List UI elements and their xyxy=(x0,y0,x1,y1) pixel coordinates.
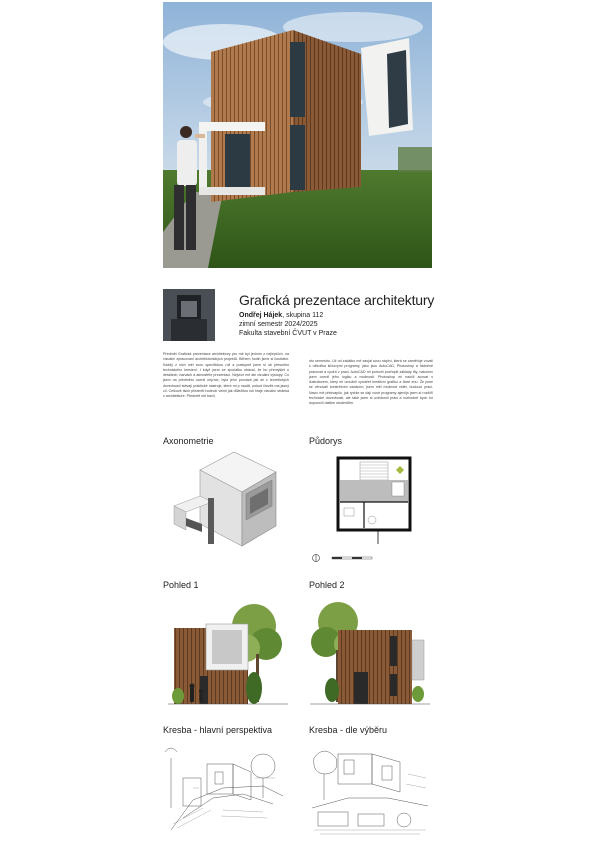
section-title-drawing-1: Kresba - hlavní perspektiva xyxy=(163,725,273,735)
author-info xyxy=(239,311,337,338)
sketch-main-perspective xyxy=(163,738,288,838)
section-title-view-1: Pohled 1 xyxy=(163,580,199,590)
page-title: Grafická prezentace architektury xyxy=(239,292,435,308)
body-text-column-2: nto semestru. Už od začátku mě zaujal svou náplní, která se zaměřuje vovali s několika klíčovými programy, jako jsou AutoCAD, Photoshop a řádněně pracovat a využít v praxi. AutoCAD mi pomohl pochopit základy tity, nakonec jsem ocenil jeho logiku a možnosti. Photoshop mi naučil acovat s ilustrátorem, který mi umožnil vytvářet kreativní grafiku a čisté enu. Že jsme se věnovali konkrétním zadáním, jsem měl možnost vidět, budoucí praci. Navíc mě překvapilo, jak rychle se dají nové programy ajenčjs jsem si rozšířil technické dovednosti, ale také jsem si uvědomil práci a rozhodně bych ho doporučil dalším studentům. xyxy=(309,359,433,406)
elevation-view-1 xyxy=(168,598,288,706)
section-title-view-2: Pohled 2 xyxy=(309,580,345,590)
axonometry-drawing xyxy=(172,450,282,550)
body-text-column-1: Předmět Grafická prezentace architektury pro mě byl jedním z nejlepších, na vizuální zpracování architektonických projektů. Během hodin jsme si ilustrátor. Každý z nich měl svou specifickou roli a postupně jsem si ob přesného technického kreslení. I když jsem se zpočátku obával, že bu přemýšlet o detailech, barvách a atmosféře prezentací. Nejvíce mě ale vizuální výstupy. Co jsem na předmětu ocenil nejvíce, byla jeho provázá jak se z teoretických dovedností stávají praktické nástroje, které mi p naučil, pokud člověk má jasný cíl. Celkově tisch předmět hodnotí velmi jak důležitou roli hraje vizuální stránka v architektuře. Předmět mě bavil, xyxy=(163,352,289,399)
author-portrait xyxy=(163,289,215,341)
elevation-view-2 xyxy=(310,598,430,706)
author-group: , skupina 112 xyxy=(282,312,324,319)
section-title-axonometry: Axonometrie xyxy=(163,436,214,446)
section-title-drawing-2: Kresba - dle výběru xyxy=(309,725,388,735)
sketch-selected-view xyxy=(308,738,433,838)
semester: zimní semestr 2024/2025 xyxy=(239,321,318,328)
faculty: Fakulta stavební ČVUT v Praze xyxy=(239,330,337,337)
hero-render xyxy=(163,2,432,268)
author-name: Ondřej Hájek xyxy=(239,312,283,319)
floorplan-drawing xyxy=(308,454,426,566)
section-title-floorplan: Půdorys xyxy=(309,436,343,446)
